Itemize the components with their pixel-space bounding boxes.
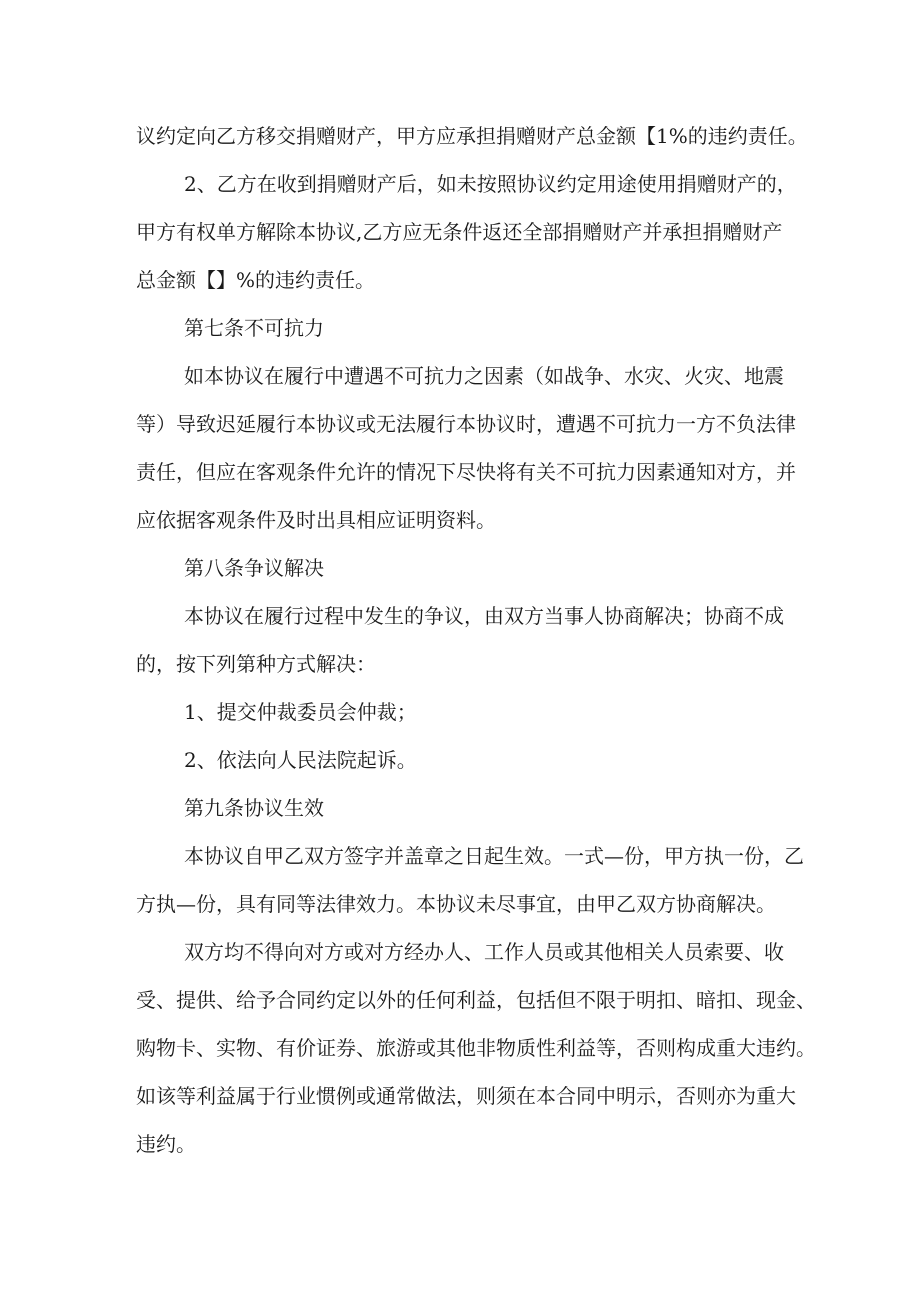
paragraph-line: 甲方有权单方解除本协议,乙方应无条件返还全部捐赠财产并承担捐赠财产 bbox=[136, 220, 783, 244]
paragraph-line: 本协议在履行过程中发生的争议，由双方当事人协商解决；协商不成 bbox=[184, 604, 784, 628]
section-heading-force-majeure: 第七条不可抗力 bbox=[184, 316, 324, 340]
paragraph-line: 议约定向乙方移交捐赠财产，甲方应承担捐赠财产总金额【1%的违约责任。 bbox=[136, 124, 808, 148]
paragraph-line: 2、乙方在收到捐赠财产后，如未按照协议约定用途使用捐赠财产的， bbox=[184, 172, 797, 196]
paragraph-line: 如本协议在履行中遭遇不可抗力之因素（如战争、水灾、火灾、地震 bbox=[184, 364, 784, 388]
paragraph-line: 应依据客观条件及时出具相应证明资料。 bbox=[136, 508, 496, 532]
paragraph-line: 本协议自甲乙双方签字并盖章之日起生效。一式—份，甲方执一份，乙 bbox=[184, 844, 804, 868]
paragraph-line: 购物卡、实物、有价证券、旅游或其他非物质性利益等，否则构成重大违约。 bbox=[136, 1036, 816, 1060]
section-heading-dispute-resolution: 第八条争议解决 bbox=[184, 556, 324, 580]
list-item: 2、依法向人民法院起诉。 bbox=[184, 748, 417, 772]
paragraph-line: 责任，但应在客观条件允许的情况下尽快将有关不可抗力因素通知对方，并 bbox=[136, 460, 796, 484]
paragraph-line: 违约。 bbox=[136, 1132, 196, 1156]
paragraph-line: 总金额【】%的违约责任。 bbox=[136, 268, 376, 292]
paragraph-line: 的，按下列第种方式解决： bbox=[136, 652, 376, 676]
paragraph-line: 等）导致迟延履行本协议或无法履行本协议时，遭遇不可抗力一方不负法律 bbox=[136, 412, 796, 436]
paragraph-line: 双方均不得向对方或对方经办人、工作人员或其他相关人员索要、收 bbox=[184, 940, 784, 964]
paragraph-line: 受、提供、给予合同约定以外的任何利益，包括但不限于明扣、暗扣、现金、 bbox=[136, 988, 816, 1012]
paragraph-line: 如该等利益属于行业惯例或通常做法，则须在本合同中明示，否则亦为重大 bbox=[136, 1084, 796, 1108]
section-heading-effectiveness: 第九条协议生效 bbox=[184, 796, 324, 820]
paragraph-line: 方执—份，具有同等法律效力。本协议未尽事宜，由甲乙双方协商解决。 bbox=[136, 892, 776, 916]
list-item: 1、提交仲裁委员会仲裁； bbox=[184, 700, 417, 724]
